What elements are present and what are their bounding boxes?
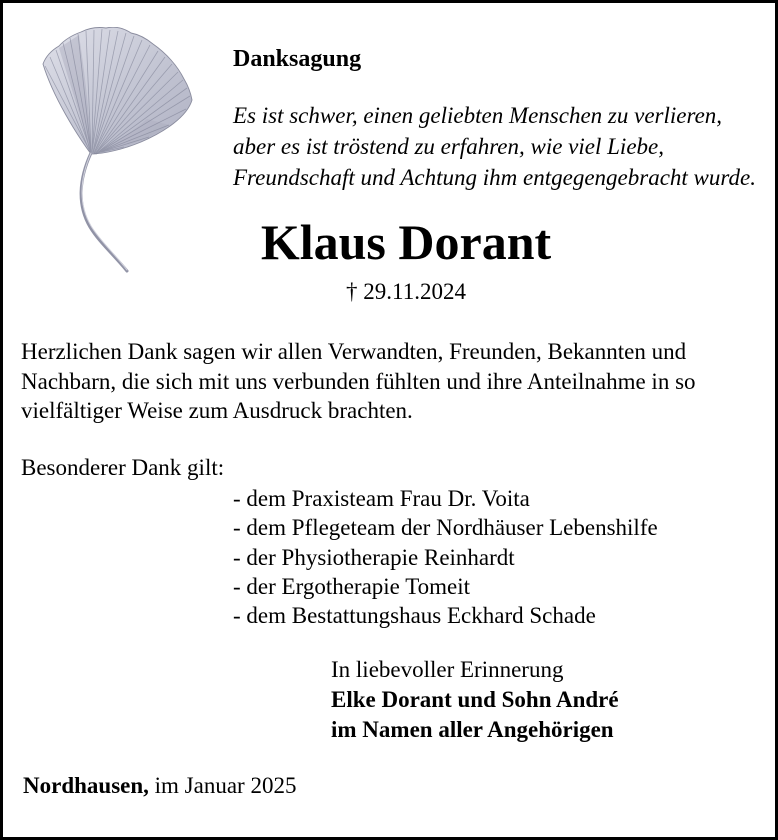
city-label: Nordhausen, bbox=[23, 773, 149, 798]
date-label: im Januar 2025 bbox=[154, 773, 297, 798]
list-item: - der Ergotherapie Tomeit bbox=[233, 573, 471, 599]
thanks-paragraph-line: Herzlichen Dank sagen wir allen Verwandten, Freunden, Bekannten und bbox=[21, 339, 687, 364]
epigraph bbox=[233, 100, 756, 193]
deceased-name: Klaus Dorant bbox=[260, 214, 552, 270]
memoriam-line: In liebevoller Erinnerung bbox=[331, 657, 564, 682]
thanks-paragraph-line: Nachbarn, die sich mit uns verbunden fühlten und ihre Anteilnahme in so bbox=[21, 368, 696, 394]
list-item: - dem Praxisteam Frau Dr. Voita bbox=[233, 486, 530, 511]
epigraph-line: aber es ist tröstend zu erfahren, wie viel Liebe, bbox=[233, 134, 664, 159]
special-thanks-heading: Besonderer Dank gilt: bbox=[21, 455, 225, 480]
list-item: - dem Bestattungshaus Eckhard Schade bbox=[233, 603, 596, 629]
memoriam-line: im Namen aller Angehörigen bbox=[331, 717, 614, 742]
death-date: † 29.11.2024 bbox=[346, 279, 466, 304]
notice-type-heading: Danksagung bbox=[233, 46, 362, 72]
mourners-names: Elke Dorant und Sohn André bbox=[331, 687, 619, 712]
thanks-paragraph bbox=[21, 337, 696, 426]
special-thanks-list bbox=[233, 484, 658, 630]
epigraph-line: Freundschaft und Achtung ihm entgegengebracht wurde. bbox=[233, 165, 756, 190]
epigraph-line: Es ist schwer, einen geliebten Menschen zu verlieren, bbox=[233, 103, 723, 128]
list-item: - dem Pflegeteam der Nordhäuser Lebenshilfe bbox=[233, 515, 658, 541]
place-date-line bbox=[23, 773, 296, 799]
list-item: - der Physiotherapie Reinhardt bbox=[233, 544, 515, 570]
memoriam-block bbox=[331, 655, 619, 745]
thanks-paragraph-line: vielfältiger Weise zum Ausdruck brachten. bbox=[21, 398, 413, 423]
